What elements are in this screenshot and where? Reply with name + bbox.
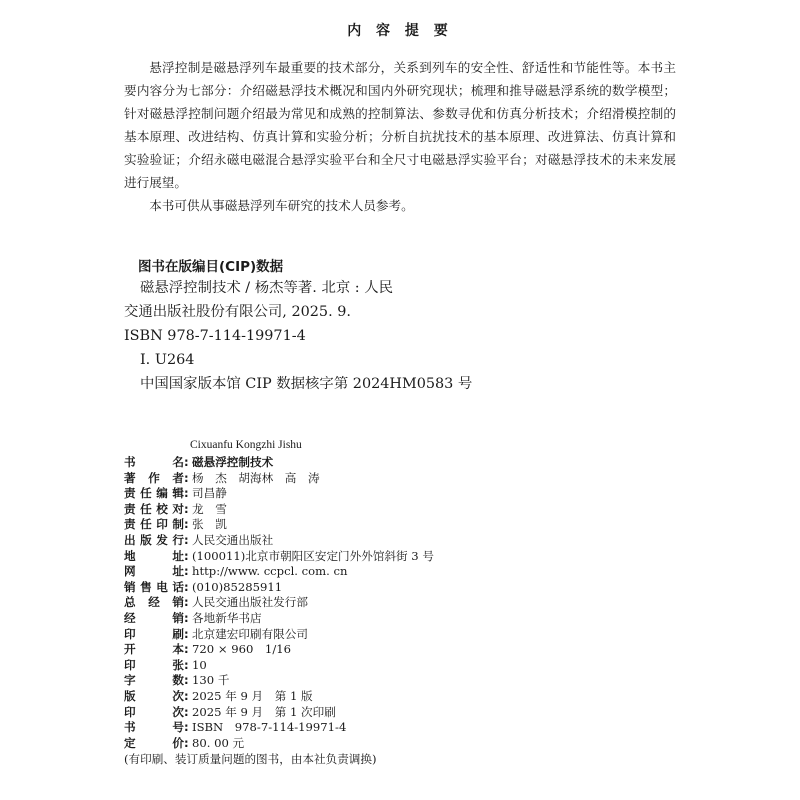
info-row-isbn: 书号 : ISBN 978-7-114-19971-4 [124,720,347,735]
info-value: 各地新华书店 [192,610,262,625]
info-row-word-count: 字数 : 130 千 [124,673,230,688]
info-label: 经销 [124,610,184,625]
info-label: 定价 [124,735,184,750]
info-label: 开本 [124,642,184,657]
info-value: 人民交通出版社 [192,532,274,547]
info-label: 版次 [124,688,184,703]
info-value: http://www. ccpcl. com. cn [192,564,348,579]
info-value: 80. 00 元 [192,735,245,750]
info-row-general-distributor: 总经销 : 人民交通出版社发行部 [124,595,308,610]
info-label: 著作者 [124,470,184,485]
info-row-website: 网址 : http://www. ccpcl. com. cn [124,564,348,579]
info-value: 10 [192,657,207,672]
info-value: 人民交通出版社发行部 [192,595,308,610]
info-row-printer: 印刷 : 北京建宏印刷有限公司 [124,626,308,641]
info-label: 印刷 [124,626,184,641]
info-value: 北京建宏印刷有限公司 [192,626,308,641]
info-value: 张 凯 [192,517,227,532]
info-row-authors: 著作者 : 杨 杰 胡海林 高 涛 [124,470,320,485]
summary-paragraph-1: 悬浮控制是磁悬浮列车最重要的技术部分，关系到列车的安全性、舒适性和节能性等。本书主要内容分为七部分：介绍磁悬浮技术概况和国内外研究现状；梳理和推导磁悬浮系统的数学模型；针对磁悬浮控制问题介绍最为常见和成熟的控制算法、参数寻优和仿真分析技术；介绍滑模控制的基本原理、改进结构、仿真计算和实验分析；分析自抗扰技术的基本原理、改进算法、仿真计算和实验验证；介绍永磁电磁混合悬浮实验平台和全尺寸电磁悬浮实验平台；对磁悬浮技术的未来发展进行展望。 [124,60,676,190]
quality-notice: (有印刷、装订质量问题的图书，由本社负责调换) [124,752,377,767]
info-row-sales-phone: 销售电话 : (010)85285911 [124,579,283,594]
info-row-address: 地址 : (100011)北京市朝阳区安定门外外馆斜街 3 号 [124,548,434,563]
info-label: 责任编辑 [124,486,184,501]
info-row-distributor: 经销 : 各地新华书店 [124,610,262,625]
info-label: 销售电话 [124,579,184,594]
info-label: 地址 [124,548,184,563]
info-row-format: 开本 : 720 × 960 1/16 [124,642,291,657]
cip-line-publisher: 交通出版社股份有限公司, 2025. 9. [124,304,351,320]
info-row-price: 定价 : 80. 00 元 [124,735,245,750]
info-value: 720 × 960 1/16 [192,642,291,657]
info-value: 2025 年 9 月 第 1 版 [192,688,313,703]
info-label: 总经销 [124,595,184,610]
info-label: 印次 [124,704,184,719]
cip-line-title: 磁悬浮控制技术 / 杨杰等著. 北京 : 人民 [140,280,394,296]
info-row-impression: 印次 : 2025 年 9 月 第 1 次印刷 [124,704,336,719]
info-row-sheets: 印张 : 10 [124,657,207,672]
info-label: 书名 [124,455,184,469]
info-value: (010)85285911 [192,579,283,594]
info-value: 磁悬浮控制技术 [192,455,274,469]
info-value: 司昌静 [192,486,227,501]
info-label: 书号 [124,720,184,735]
info-row-book-name: 书名 : 磁悬浮控制技术 [124,455,274,469]
info-row-editor: 责任编辑 : 司昌静 [124,486,227,501]
info-row-proofreader: 责任校对 : 龙 雪 [124,501,227,516]
info-value: 2025 年 9 月 第 1 次印刷 [192,704,336,719]
cip-data-block [124,276,684,396]
cip-heading: 图书在版编目(CIP)数据 [138,259,284,275]
info-value: (100011)北京市朝阳区安定门外外馆斜街 3 号 [192,548,434,563]
info-label: 印张 [124,657,184,672]
info-value: ISBN 978-7-114-19971-4 [192,720,347,735]
summary-section [124,56,676,217]
info-value: 130 千 [192,673,230,688]
page-title: 内 容 提 要 [347,23,453,39]
pinyin-title: Cixuanfu Kongzhi Jishu [190,439,302,451]
cip-line-isbn: ISBN 978-7-114-19971-4 [124,328,306,344]
info-label: 网址 [124,564,184,579]
info-value: 龙 雪 [192,501,227,516]
info-value: 杨 杰 胡海林 高 涛 [192,470,320,485]
publication-info [124,455,684,768]
summary-paragraph-2: 本书可供从事磁悬浮列车研究的技术人员参考。 [149,198,414,213]
info-row-publisher: 出版发行 : 人民交通出版社 [124,532,274,547]
info-label: 责任印制 [124,517,184,532]
info-label: 责任校对 [124,501,184,516]
info-label: 出版发行 [124,532,184,547]
info-row-printing-supervisor: 责任印制 : 张 凯 [124,517,227,532]
info-label: 字数 [124,673,184,688]
info-row-edition: 版次 : 2025 年 9 月 第 1 版 [124,688,313,703]
cip-line-record-number: 中国国家版本馆 CIP 数据核字第 2024HM0583 号 [140,376,473,392]
cip-line-classification: Ⅰ. U264 [140,352,195,368]
